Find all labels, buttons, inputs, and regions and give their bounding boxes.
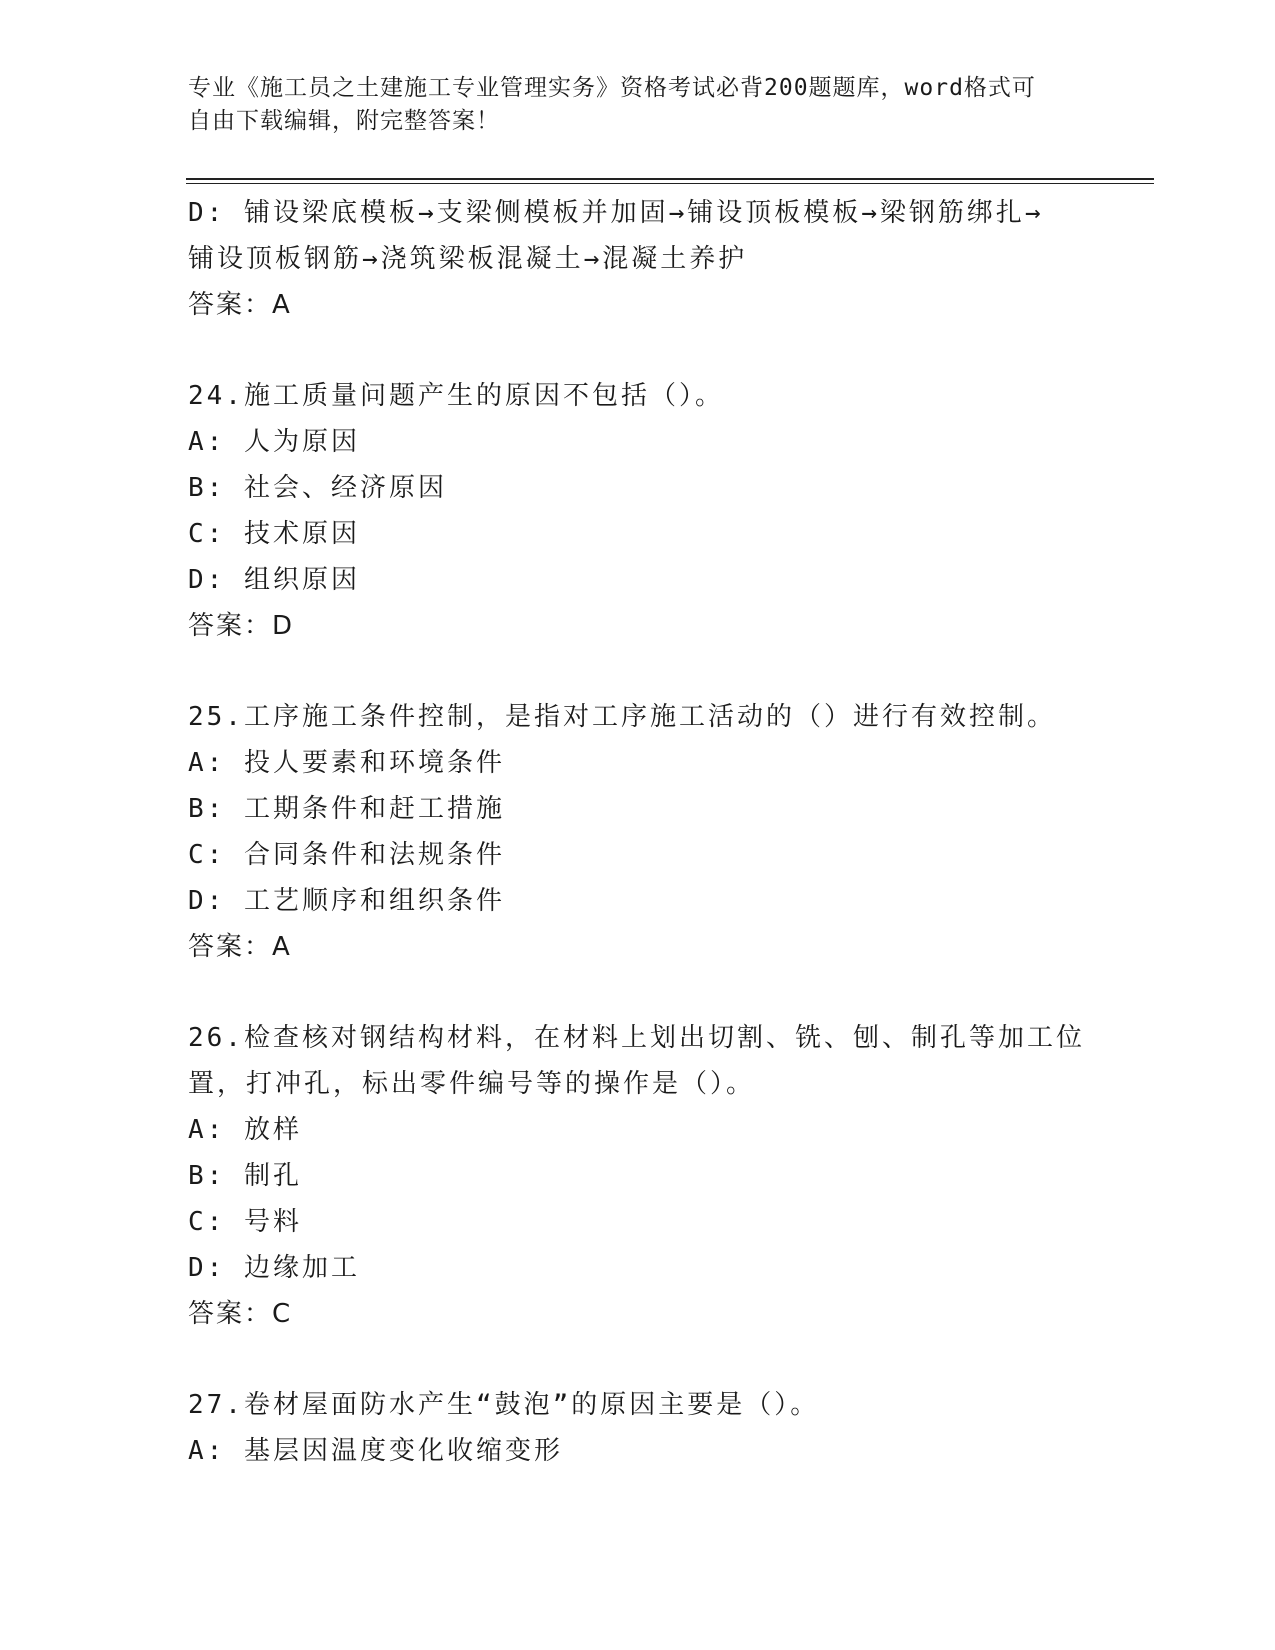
option-d: D: 工艺顺序和组织条件	[188, 886, 505, 916]
spacer	[188, 328, 1088, 373]
question-stem: 24.施工质量问题产生的原因不包括（）。	[188, 381, 724, 411]
option-c: C: 技术原因	[188, 519, 360, 549]
option-b: B: 社会、经济原因	[188, 473, 447, 503]
spacer	[188, 649, 1088, 694]
option-b: B: 工期条件和赶工措施	[188, 794, 505, 824]
option-c: C: 号料	[188, 1207, 302, 1237]
answer: 答案：C	[188, 1299, 293, 1329]
document-header	[188, 72, 1088, 138]
option-d: D: 组织原因	[188, 565, 360, 595]
option-c: C: 合同条件和法规条件	[188, 840, 505, 870]
option-a: A: 投人要素和环境条件	[188, 748, 505, 778]
question-26	[188, 1015, 1088, 1337]
header-line-1: 专业《施工员之土建施工专业管理实务》资格考试必背200题题库，word格式可	[188, 75, 1036, 101]
question-25	[188, 694, 1088, 970]
answer: 答案：D	[188, 611, 295, 641]
option-d: D: 边缘加工	[188, 1253, 360, 1283]
option-a: A: 基层因温度变化收缩变形	[188, 1436, 563, 1466]
question-27	[188, 1382, 1088, 1474]
answer: 答案：A	[188, 932, 292, 962]
header-line-2: 自由下载编辑，附完整答案！	[188, 108, 500, 134]
question-stem: 26.检查核对钢结构材料，在材料上划出切割、铣、刨、制孔等加工位	[188, 1023, 1085, 1053]
question-stem: 25.工序施工条件控制，是指对工序施工活动的（）进行有效控制。	[188, 702, 1056, 732]
spacer	[188, 1337, 1088, 1382]
option-a: A: 人为原因	[188, 427, 360, 457]
spacer	[188, 970, 1088, 1015]
answer: 答案：A	[188, 290, 292, 320]
header-divider-thick	[186, 178, 1154, 180]
option-a: A: 放样	[188, 1115, 302, 1145]
question-23-tail	[188, 190, 1088, 328]
option-b: B: 制孔	[188, 1161, 302, 1191]
question-24	[188, 373, 1088, 649]
option-d: D: 铺设梁底模板→支梁侧模板并加固→铺设顶板模板→梁钢筋绑扎→	[188, 198, 1044, 228]
option-d-continued: 铺设顶板钢筋→浇筑梁板混凝土→混凝土养护	[188, 244, 748, 274]
question-list	[188, 190, 1088, 1474]
question-stem-continued: 置，打冲孔，标出零件编号等的操作是（）。	[188, 1069, 756, 1099]
question-stem: 27.卷材屋面防水产生“鼓泡”的原因主要是（）。	[188, 1390, 820, 1420]
header-divider-thin	[186, 183, 1154, 184]
